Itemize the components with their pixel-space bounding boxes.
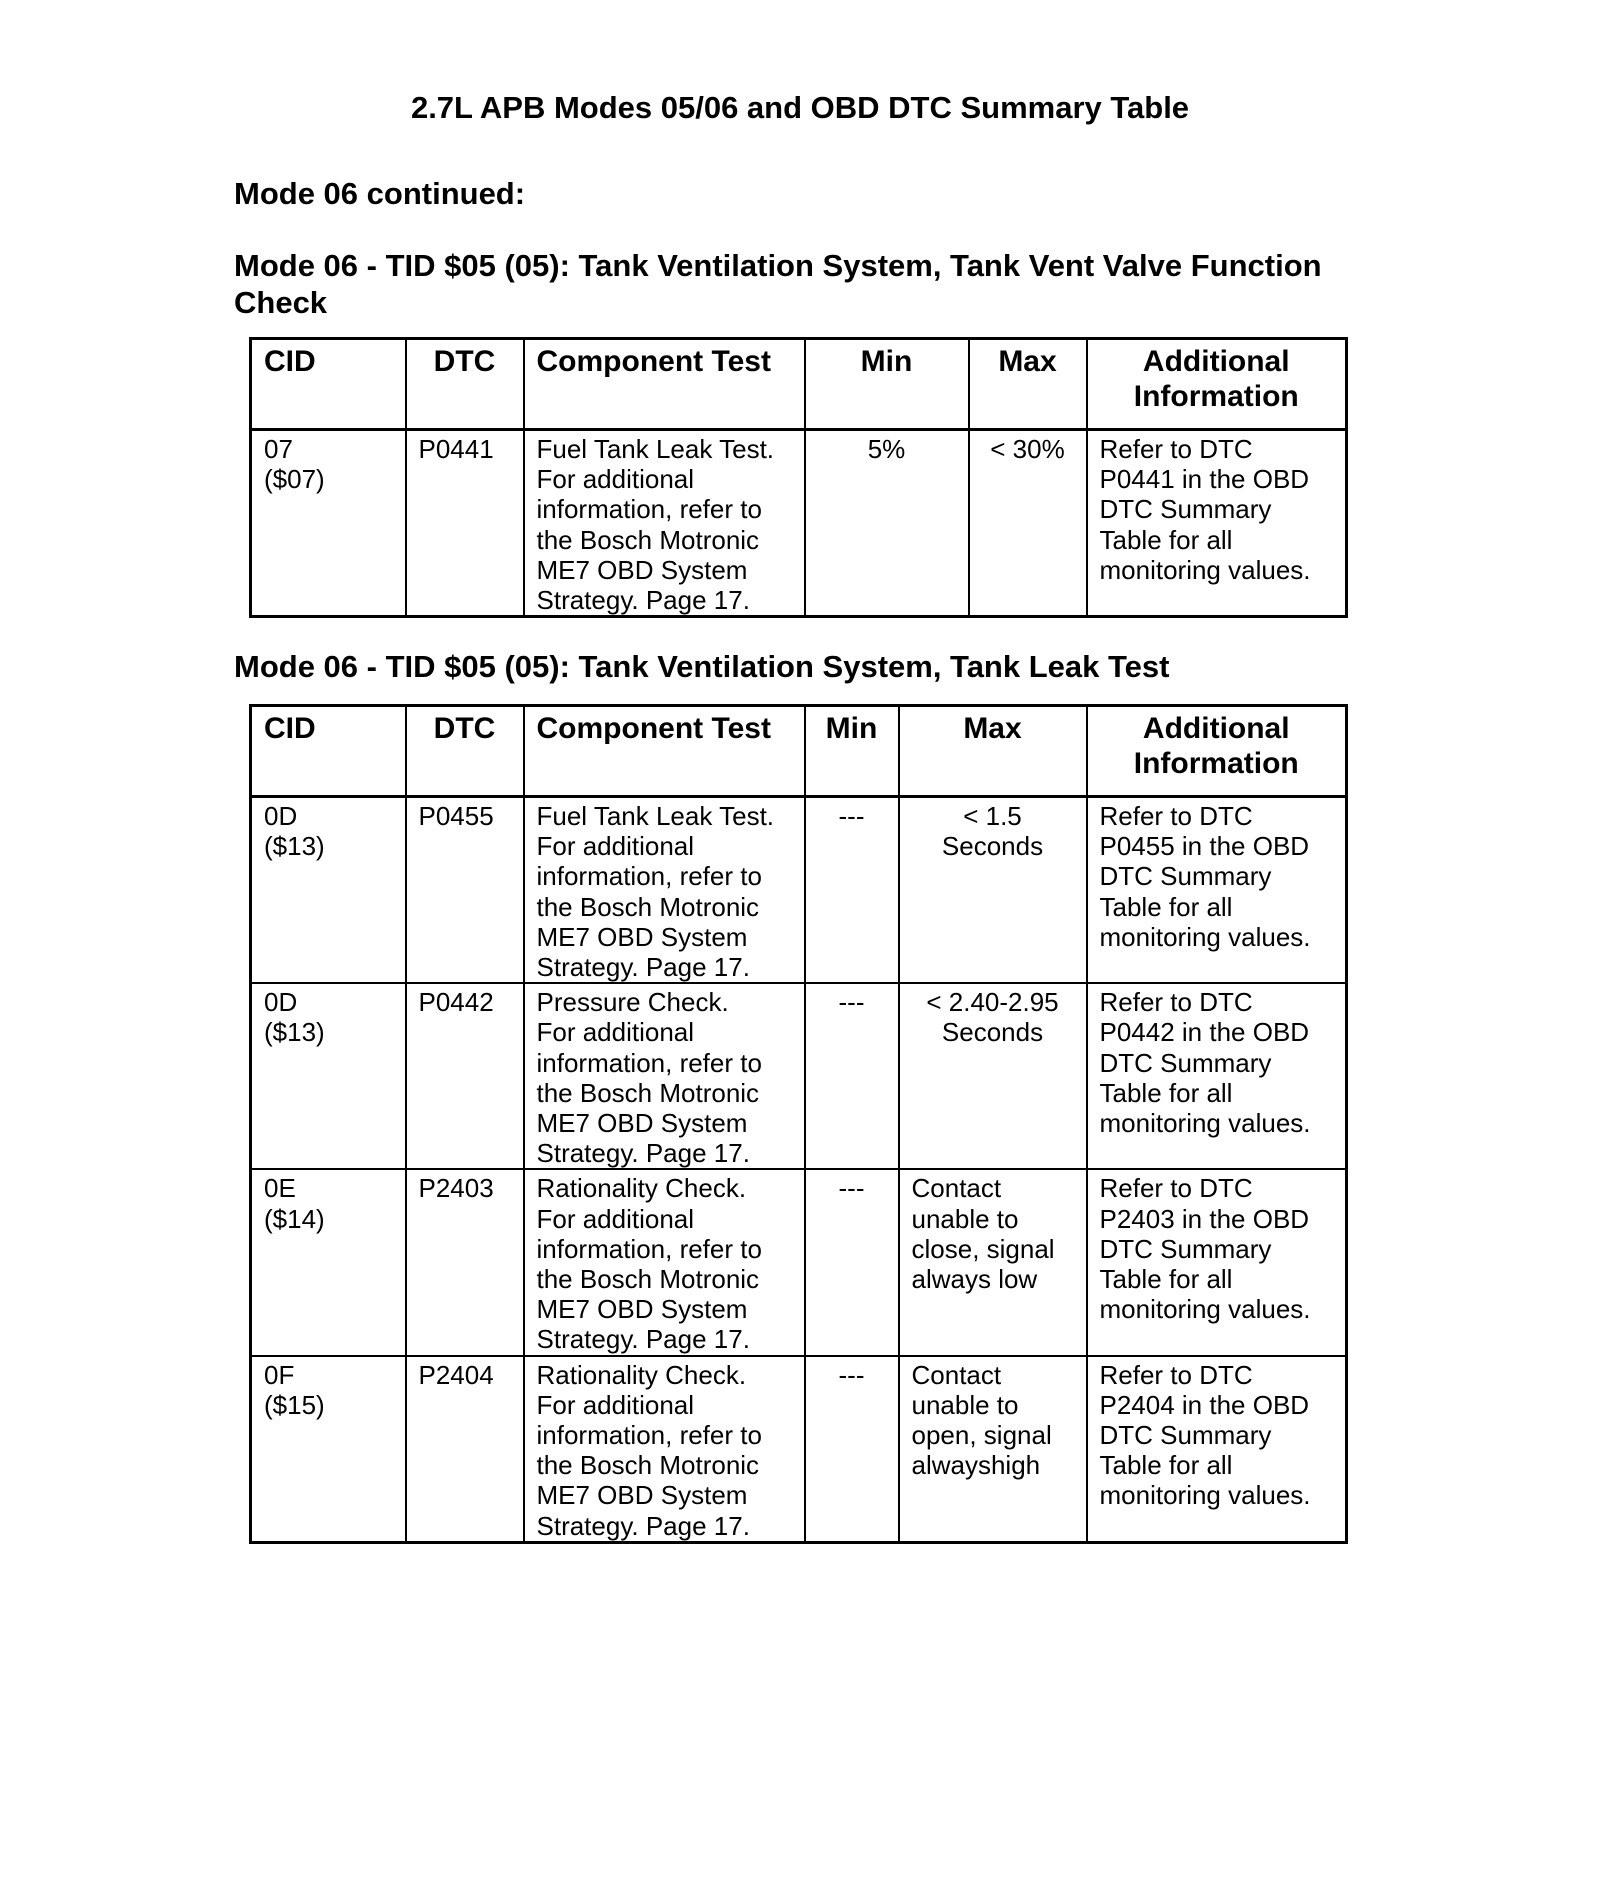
max-value: alwayshigh [911, 1450, 1041, 1481]
additional-information-line: Table for all [1099, 1264, 1233, 1295]
dtc-code: P2403 [418, 1173, 494, 1204]
min-cell [805, 430, 969, 617]
header-additional-line2: Information [1133, 380, 1299, 413]
component-test-line: Strategy. Page 17. [536, 952, 750, 983]
table-row [251, 430, 1347, 617]
cid-hex-value: ($15) [264, 1389, 325, 1420]
dtc-cell [406, 983, 524, 1169]
additional-information-line: P0441 in the OBD [1099, 464, 1310, 495]
max-value: open, signal [911, 1420, 1052, 1451]
additional-information-line: Refer to DTC [1099, 1173, 1253, 1204]
component-test-line: the Bosch Motronic [536, 524, 760, 555]
component-test-cell [524, 1169, 805, 1355]
max-cell [969, 430, 1087, 617]
table1-title: Mode 06 - TID $05 (05): Tank Ventilation System, Tank Vent Valve Function Check [234, 248, 1322, 320]
min-value: --- [838, 987, 865, 1018]
additional-information-line: DTC Summary [1099, 861, 1272, 892]
cid-value: 07 [264, 434, 293, 464]
header-cid: CID [251, 706, 406, 797]
max-value: unable to [911, 1389, 1019, 1420]
component-test-line: information, refer to [536, 1420, 762, 1451]
additional-information-line: monitoring values. [1099, 554, 1311, 585]
component-test-line: ME7 OBD System [536, 1294, 748, 1325]
tank-leak-test-table [249, 704, 1348, 1544]
component-test-line: the Bosch Motronic [536, 1450, 760, 1481]
component-test-cell [524, 797, 805, 984]
max-value: < 2.40-2.95 [926, 987, 1059, 1018]
min-value: 5% [867, 434, 906, 464]
additional-information-line: monitoring values. [1099, 1108, 1311, 1139]
header-max: Max [899, 706, 1087, 797]
cid-value: 0D [264, 801, 298, 831]
max-cell [899, 1169, 1087, 1355]
component-test-line: ME7 OBD System [536, 1480, 748, 1511]
max-value: Seconds [941, 831, 1044, 862]
header-cid: CID [251, 339, 406, 430]
component-test-line: the Bosch Motronic [536, 891, 760, 922]
tank-vent-valve-table [249, 337, 1348, 618]
min-value: --- [838, 1173, 865, 1204]
max-cell [899, 983, 1087, 1169]
cid-value: 0F [264, 1359, 295, 1390]
component-test-line: Pressure Check. [536, 987, 729, 1018]
component-test-line: Rationality Check. [536, 1173, 747, 1204]
max-cell [899, 1356, 1087, 1543]
dtc-code: P0441 [418, 434, 494, 464]
dtc-cell [406, 797, 524, 984]
min-cell [805, 1356, 899, 1543]
component-test-line: Strategy. Page 17. [536, 1510, 750, 1541]
header-dtc: DTC [406, 339, 524, 430]
dtc-cell [406, 1169, 524, 1355]
cid-value: 0D [264, 987, 298, 1018]
header-additional-information [1087, 339, 1347, 430]
cid-value: 0E [264, 1173, 296, 1204]
component-test-line: Rationality Check. [536, 1359, 747, 1390]
table-row [251, 1169, 1347, 1355]
additional-information-cell [1087, 983, 1347, 1169]
component-test-line: information, refer to [536, 1047, 762, 1078]
additional-information-line: Refer to DTC [1099, 434, 1253, 464]
component-test-line: information, refer to [536, 494, 762, 525]
min-value: --- [838, 1359, 865, 1390]
cid-hex-value: ($13) [264, 831, 325, 862]
table-row [251, 983, 1347, 1169]
component-test-line: For additional [536, 1389, 695, 1420]
header-additional-information [1087, 706, 1347, 797]
component-test-line: For additional [536, 1017, 695, 1048]
min-cell [805, 797, 899, 984]
additional-information-line: Table for all [1099, 1077, 1233, 1108]
component-test-line: ME7 OBD System [536, 554, 748, 585]
cid-hex-value: ($07) [264, 464, 325, 495]
dtc-cell [406, 430, 524, 617]
min-cell [805, 983, 899, 1169]
additional-information-line: monitoring values. [1099, 921, 1311, 952]
max-cell [899, 797, 1087, 984]
component-test-line: the Bosch Motronic [536, 1264, 760, 1295]
additional-information-line: Refer to DTC [1099, 801, 1253, 831]
additional-information-line: P2403 in the OBD [1099, 1203, 1310, 1234]
additional-information-line: P0442 in the OBD [1099, 1017, 1310, 1048]
additional-information-cell [1087, 1169, 1347, 1355]
additional-information-line: DTC Summary [1099, 1420, 1272, 1451]
component-test-cell [524, 430, 805, 617]
cid-cell [251, 430, 406, 617]
component-test-line: ME7 OBD System [536, 1108, 748, 1139]
component-test-line: For additional [536, 831, 695, 862]
cid-cell [251, 1356, 406, 1543]
max-value: always low [911, 1264, 1038, 1295]
component-test-cell [524, 983, 805, 1169]
cid-cell [251, 797, 406, 984]
component-test-line: Strategy. Page 17. [536, 585, 750, 616]
component-test-line: Fuel Tank Leak Test. [536, 801, 775, 831]
additional-information-line: monitoring values. [1099, 1480, 1311, 1511]
additional-information-line: DTC Summary [1099, 494, 1272, 525]
table-row [251, 797, 1347, 984]
header-additional-line2: Information [1133, 747, 1299, 780]
min-cell [805, 1169, 899, 1355]
additional-information-cell [1087, 797, 1347, 984]
additional-information-cell [1087, 1356, 1347, 1543]
min-value: --- [838, 801, 865, 831]
max-value: Seconds [941, 1017, 1044, 1048]
component-test-cell [524, 1356, 805, 1543]
cid-cell [251, 983, 406, 1169]
component-test-line: information, refer to [536, 1233, 762, 1264]
header-component-test: Component Test [524, 339, 805, 430]
max-value: < 1.5 [963, 801, 1022, 831]
max-value: close, signal [911, 1233, 1055, 1264]
table1-header-row [251, 339, 1347, 430]
header-additional-line1: Additional [1142, 712, 1290, 745]
component-test-line: ME7 OBD System [536, 921, 748, 952]
max-value: Contact [911, 1173, 1002, 1204]
table2-header-row [251, 706, 1347, 797]
header-max: Max [969, 339, 1087, 430]
component-test-line: information, refer to [536, 861, 762, 892]
additional-information-line: Table for all [1099, 1450, 1233, 1481]
header-min: Min [805, 706, 899, 797]
cid-hex-value: ($13) [264, 1017, 325, 1048]
additional-information-line: Refer to DTC [1099, 1359, 1253, 1390]
component-test-line: the Bosch Motronic [536, 1077, 760, 1108]
additional-information-line: monitoring values. [1099, 1294, 1311, 1325]
dtc-code: P0442 [418, 987, 494, 1018]
additional-information-line: Table for all [1099, 524, 1233, 555]
cid-hex-value: ($14) [264, 1203, 325, 1234]
table2-title: Mode 06 - TID $05 (05): Tank Ventilation System, Tank Leak Test [234, 649, 1170, 684]
max-value: Contact [911, 1359, 1002, 1390]
additional-information-line: DTC Summary [1099, 1047, 1272, 1078]
header-min: Min [805, 339, 969, 430]
additional-information-line: P0455 in the OBD [1099, 831, 1310, 862]
header-dtc: DTC [406, 706, 524, 797]
additional-information-line: DTC Summary [1099, 1233, 1272, 1264]
dtc-cell [406, 1356, 524, 1543]
page-title: 2.7L APB Modes 05/06 and OBD DTC Summary Table [410, 90, 1190, 125]
max-value: unable to [911, 1203, 1019, 1234]
component-test-line: Fuel Tank Leak Test. [536, 434, 775, 464]
additional-information-cell [1087, 430, 1347, 617]
component-test-line: Strategy. Page 17. [536, 1138, 750, 1169]
dtc-code: P2404 [418, 1359, 494, 1390]
cid-cell [251, 1169, 406, 1355]
dtc-code: P0455 [418, 801, 494, 831]
additional-information-line: P2404 in the OBD [1099, 1389, 1310, 1420]
component-test-line: For additional [536, 1203, 695, 1234]
table-row [251, 1356, 1347, 1543]
component-test-line: For additional [536, 464, 695, 495]
additional-information-line: Refer to DTC [1099, 987, 1253, 1018]
additional-information-line: Table for all [1099, 891, 1233, 922]
header-additional-line1: Additional [1142, 345, 1290, 378]
header-component-test: Component Test [524, 706, 805, 797]
section-subhead: Mode 06 continued: [234, 176, 526, 211]
max-value: < 30% [990, 434, 1065, 464]
component-test-line: Strategy. Page 17. [536, 1324, 750, 1355]
